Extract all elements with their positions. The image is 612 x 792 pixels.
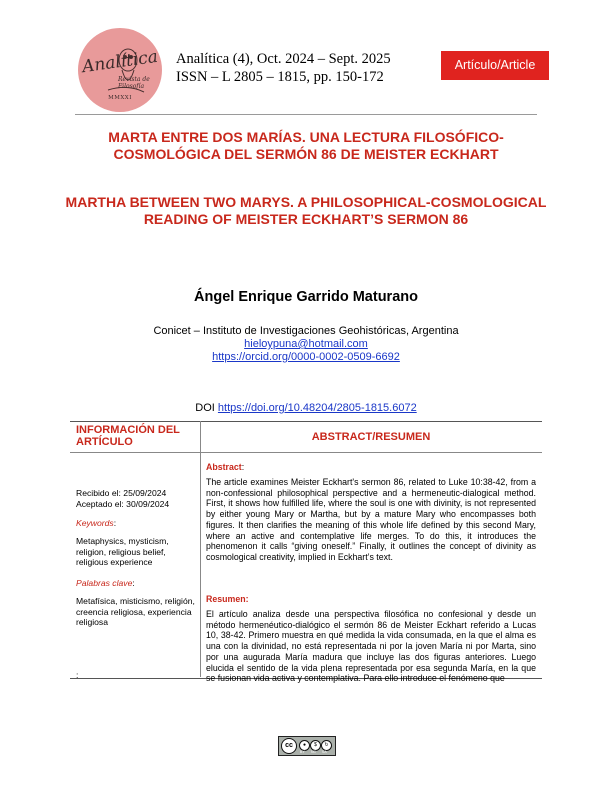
keywords-label: Keywords: xyxy=(76,518,117,528)
journal-citation xyxy=(176,50,391,86)
keywords-english: Metaphysics, mysticism, religion, religious belief, religious experience xyxy=(76,536,169,568)
journal-logo xyxy=(78,28,162,112)
accepted-date: Aceptado el: 30/09/2024 xyxy=(76,498,170,509)
doi-link[interactable]: https://doi.org/10.48204/2805-1815.6072 xyxy=(217,402,417,414)
author-affiliation-block xyxy=(60,325,552,364)
by-label: BY xyxy=(300,750,305,754)
doi-line xyxy=(60,402,552,414)
orcid-link[interactable]: https://orcid.org/0000-0002-0509-6692 xyxy=(212,351,400,363)
article-type-badge: Artículo/Article xyxy=(441,51,549,80)
article-dates xyxy=(76,488,196,509)
table-header-rule xyxy=(70,452,542,453)
abstract-resumen-heading: ABSTRACT/RESUMEN xyxy=(311,431,431,443)
author-name: Ángel Enrique Garrido Maturano xyxy=(194,289,418,305)
abstract-english-text: The article examines Meister Eckhart's sermon 86, related to Luke 10:38-42, from a non-confessional philosophical perspective and a hermeneutic-dialogical method. First, it shows how fulfilled life, where the soul is one with divinity, is not represented by either young Mary or Martha, but by a mature Mary who encompasses both figures. It then clarifies the meaning of this whole life defined by this second Mary, where an active and contemplative life merges. To do this, it introduces the phenomenon it calls “giving oneself.” Finally, it outlines the concept of divinity as cosmological creativity, implied in Eckhart’s text. xyxy=(206,477,536,562)
cc-license-badge[interactable] xyxy=(278,736,336,756)
abstract-spanish-text: El artículo analiza desde una perspectiva filosófica no confesional y desde un método hermenéutico-dialógico el sermón 86 de Meister Eckhart referido a Lucas 10, 38-42. Primero muestra en qué medida la vida consumada, en la que el alma es una con la divinidad, no está representada ni por la joven María ni por Marta, sino por una augurada María madura que incluye las dos figuras anteriores. Luego elucida el sentido de la vida plena representada por esa segunda María, en la que se fusionan vida activa y contemplativa. Para ello introduce el fenómeno que xyxy=(206,609,536,684)
logo-tagline: Revista de Filosofía xyxy=(118,76,150,90)
author-email-link[interactable]: hieloypuna@hotmail.com xyxy=(244,338,368,350)
article-info-heading: INFORMACIÓN DEL ARTÍCULO xyxy=(76,424,180,448)
received-date: Recibido el: 25/09/2024 xyxy=(76,488,167,498)
journal-issue: Analítica (4), Oct. 2024 – Sept. 2025 xyxy=(176,51,391,67)
noncommercial-icon: $ xyxy=(310,740,321,751)
sharealike-icon: ↻ xyxy=(321,740,332,751)
creative-commons-icon: cc xyxy=(281,738,297,754)
keywords-spanish: Metafísica, misticismo, religión, creencia religiosa, experiencia religiosa xyxy=(76,596,195,628)
doi-label: DOI xyxy=(195,402,215,414)
palabras-clave-label: Palabras clave: xyxy=(76,578,135,588)
attribution-icon: ● xyxy=(299,740,310,751)
title-english: MARTHA BETWEEN TWO MARYS. A PHILOSOPHICAL-COSMOLOGICAL READING OF MEISTER ECKHART’S SERMON 86 xyxy=(65,194,547,227)
logo-year: MMXXI xyxy=(108,95,132,101)
abstract-label: Abstract: xyxy=(206,462,245,472)
journal-issn: ISSN – L 2805 – 1815, pp. 150-172 xyxy=(176,69,384,85)
header-divider xyxy=(75,114,537,115)
affiliation: Conicet – Instituto de Investigaciones Geohistóricas, Argentina xyxy=(153,325,459,337)
sa-label: SA xyxy=(322,750,327,754)
resumen-label: Resumen: xyxy=(206,594,249,604)
trailing-colon: : xyxy=(76,670,79,680)
nc-label: NC xyxy=(311,750,317,754)
table-column-divider xyxy=(200,421,201,677)
title-spanish: MARTA ENTRE DOS MARÍAS. UNA LECTURA FILOSÓFICO-COSMOLÓGICA DEL SERMÓN 86 DE MEISTER ECKHART xyxy=(108,129,504,162)
logo-wordmark: Analítica xyxy=(80,46,160,78)
